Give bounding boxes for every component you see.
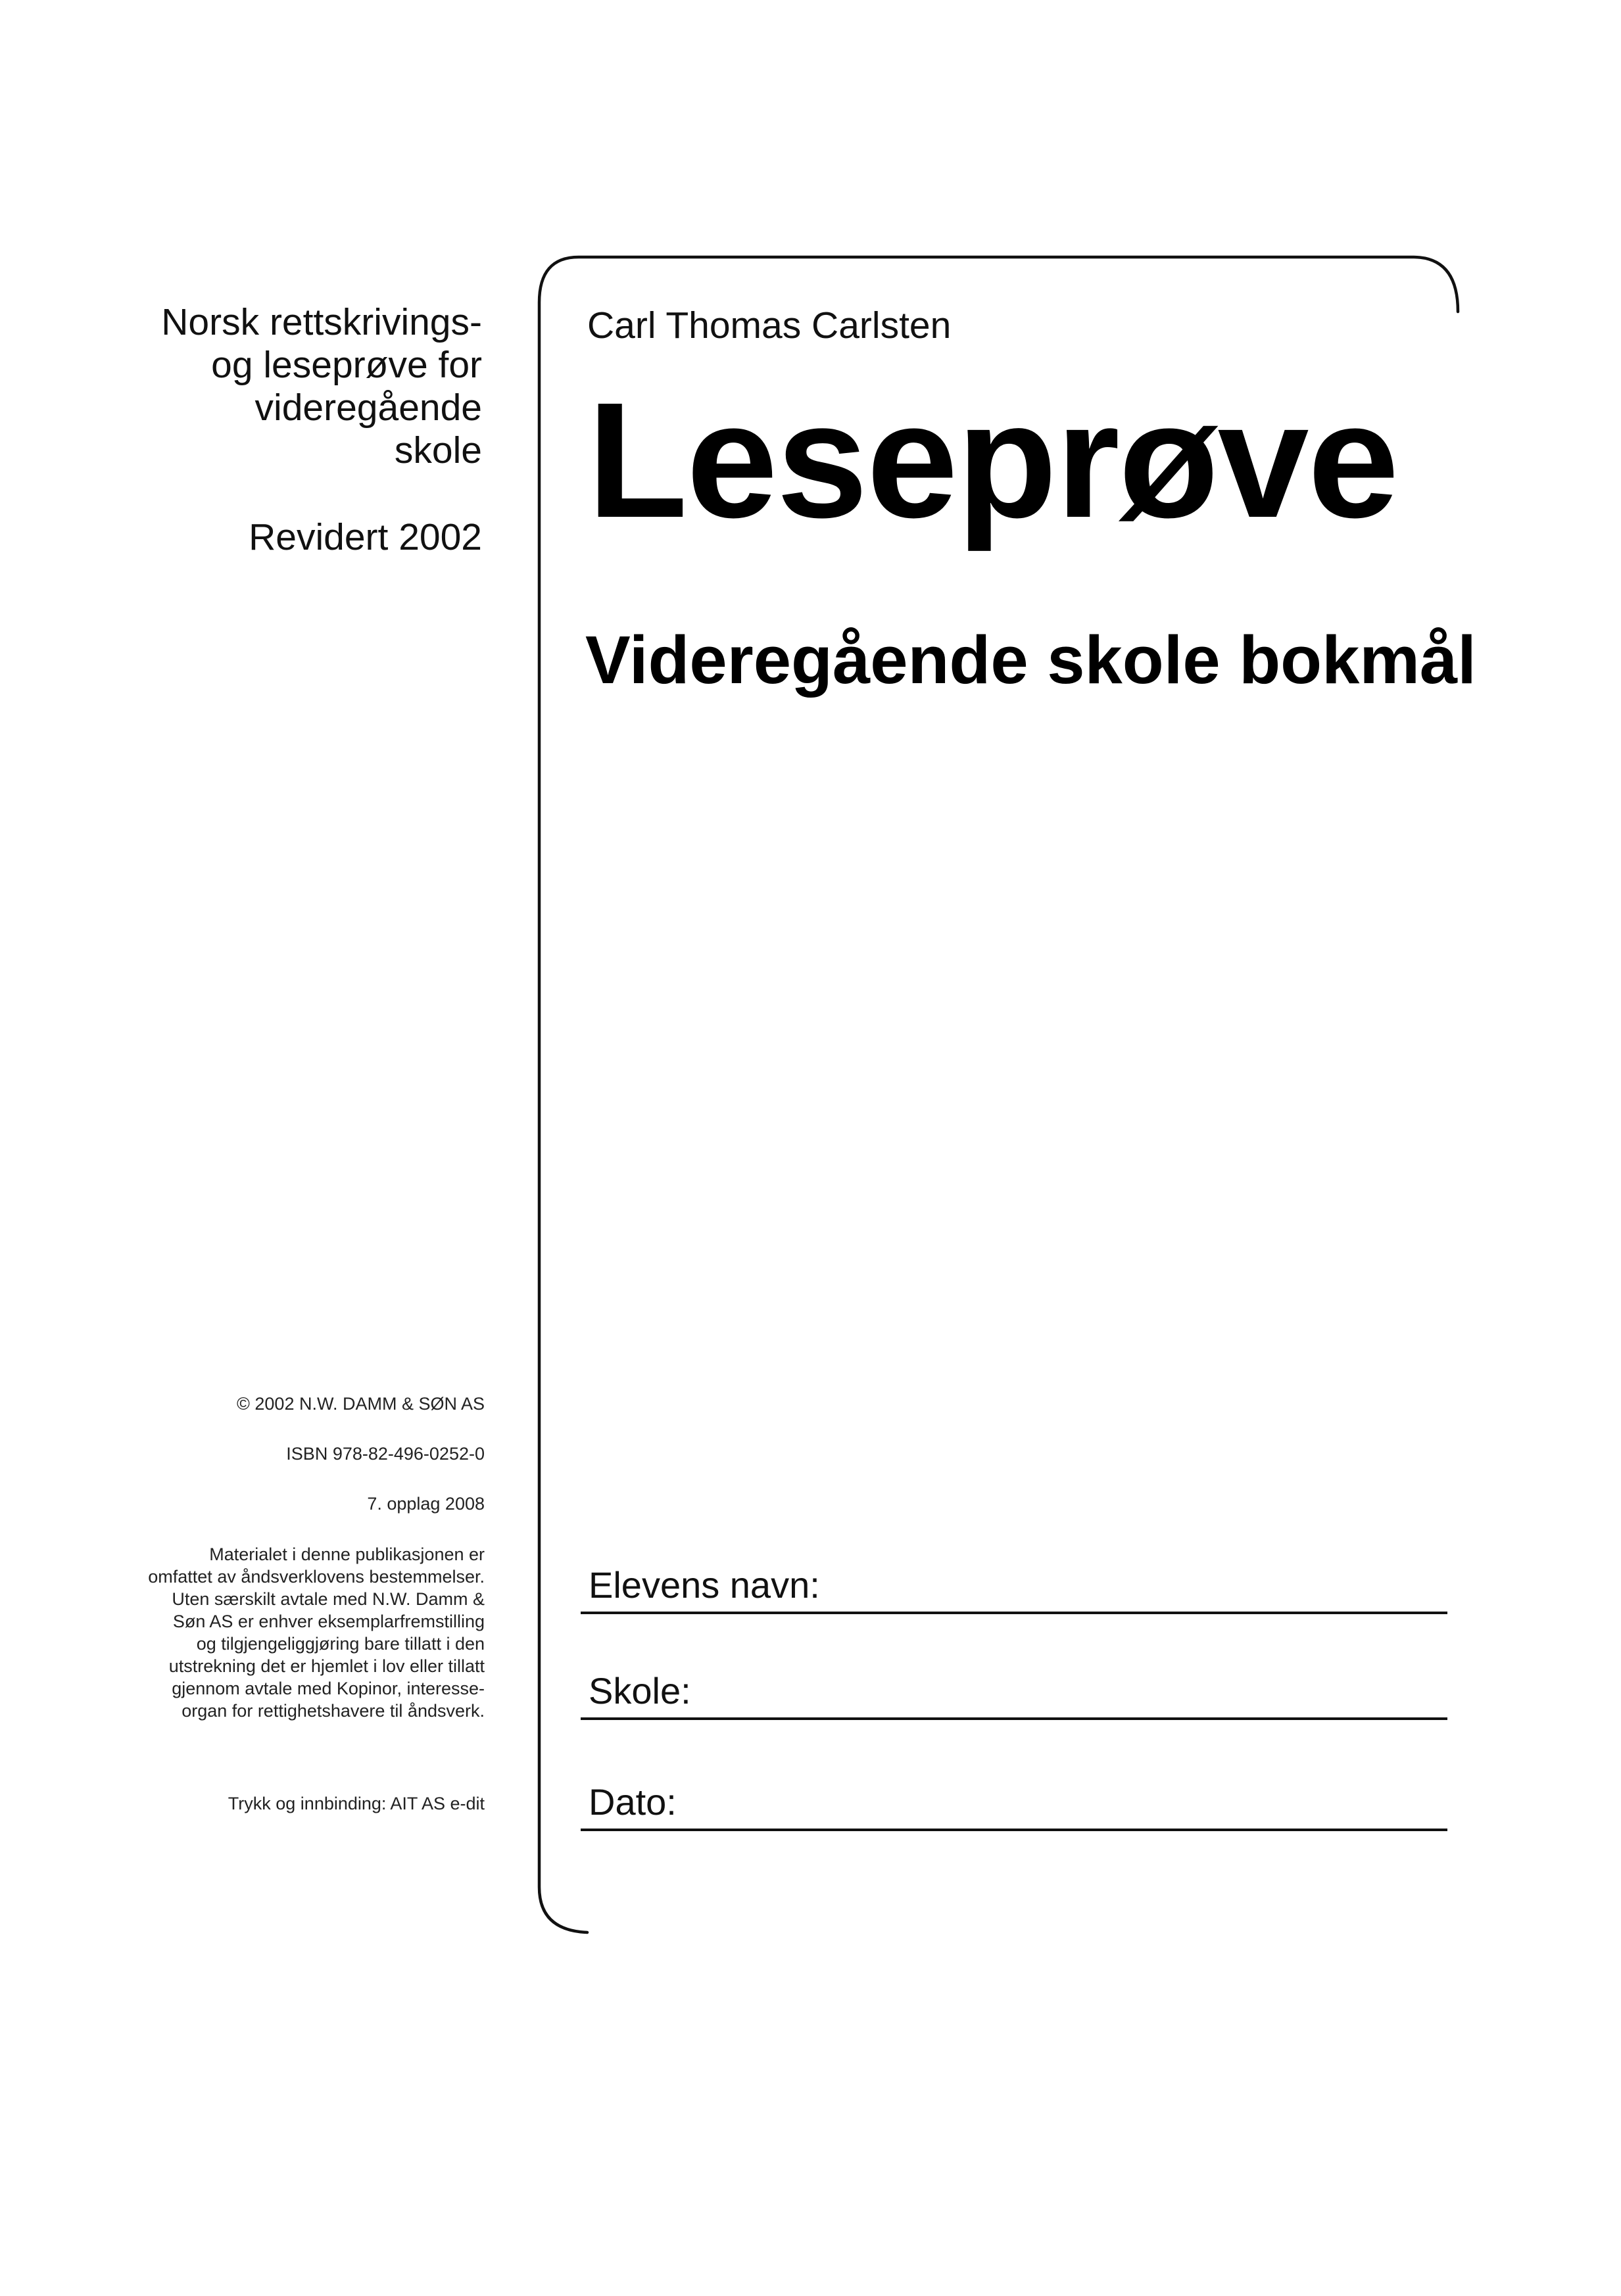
- isbn-line: ISBN 978-82-496-0252-0: [286, 1444, 485, 1464]
- legal-notice: [24, 1543, 485, 1722]
- author-name: Carl Thomas Carlsten: [587, 304, 952, 347]
- series-title-line: skole: [394, 429, 482, 471]
- student-name-field[interactable]: [581, 1562, 1447, 1614]
- legal-notice-line: gjennom avtale med Kopinor, interesse-: [172, 1679, 485, 1698]
- printer-line: Trykk og innbinding: AIT AS e-dit: [228, 1794, 485, 1813]
- school-field[interactable]: [581, 1667, 1447, 1720]
- series-title-line: og leseprøve for: [211, 344, 482, 386]
- revision-note: Revidert 2002: [249, 516, 482, 558]
- date-line[interactable]: [581, 1829, 1447, 1831]
- series-title-line: videregående: [254, 387, 482, 429]
- series-title: [22, 301, 482, 472]
- copyright-line: © 2002 N.W. DAMM & SØN AS: [237, 1394, 485, 1414]
- date-label: Dato:: [589, 1781, 677, 1823]
- date-field[interactable]: [581, 1779, 1447, 1831]
- school-label: Skole:: [589, 1670, 691, 1711]
- legal-notice-line: Materialet i denne publikasjonen er: [209, 1544, 485, 1564]
- subtitle: Videregående skole bokmål: [585, 622, 1476, 698]
- legal-notice-line: utstrekning det er hjemlet i lov eller tillatt: [168, 1656, 485, 1676]
- main-title: Leseprøve: [587, 368, 1398, 552]
- school-line[interactable]: [581, 1717, 1447, 1720]
- student-name-label: Elevens navn:: [589, 1564, 820, 1606]
- legal-notice-line: organ for rettighetshavere til åndsverk.: [181, 1701, 485, 1721]
- legal-notice-line: Søn AS er enhver eksemplarfremstilling: [172, 1612, 485, 1631]
- legal-notice-line: og tilgjengeliggjøring bare tillatt i den: [196, 1634, 485, 1654]
- series-title-line: Norsk rettskrivings-: [161, 301, 482, 343]
- edition-line: 7. opplag 2008: [367, 1494, 485, 1514]
- legal-notice-line: Uten særskilt avtale med N.W. Damm &: [172, 1589, 485, 1609]
- legal-notice-line: omfattet av åndsverklovens bestemmelser.: [148, 1567, 485, 1587]
- student-name-line[interactable]: [581, 1612, 1447, 1614]
